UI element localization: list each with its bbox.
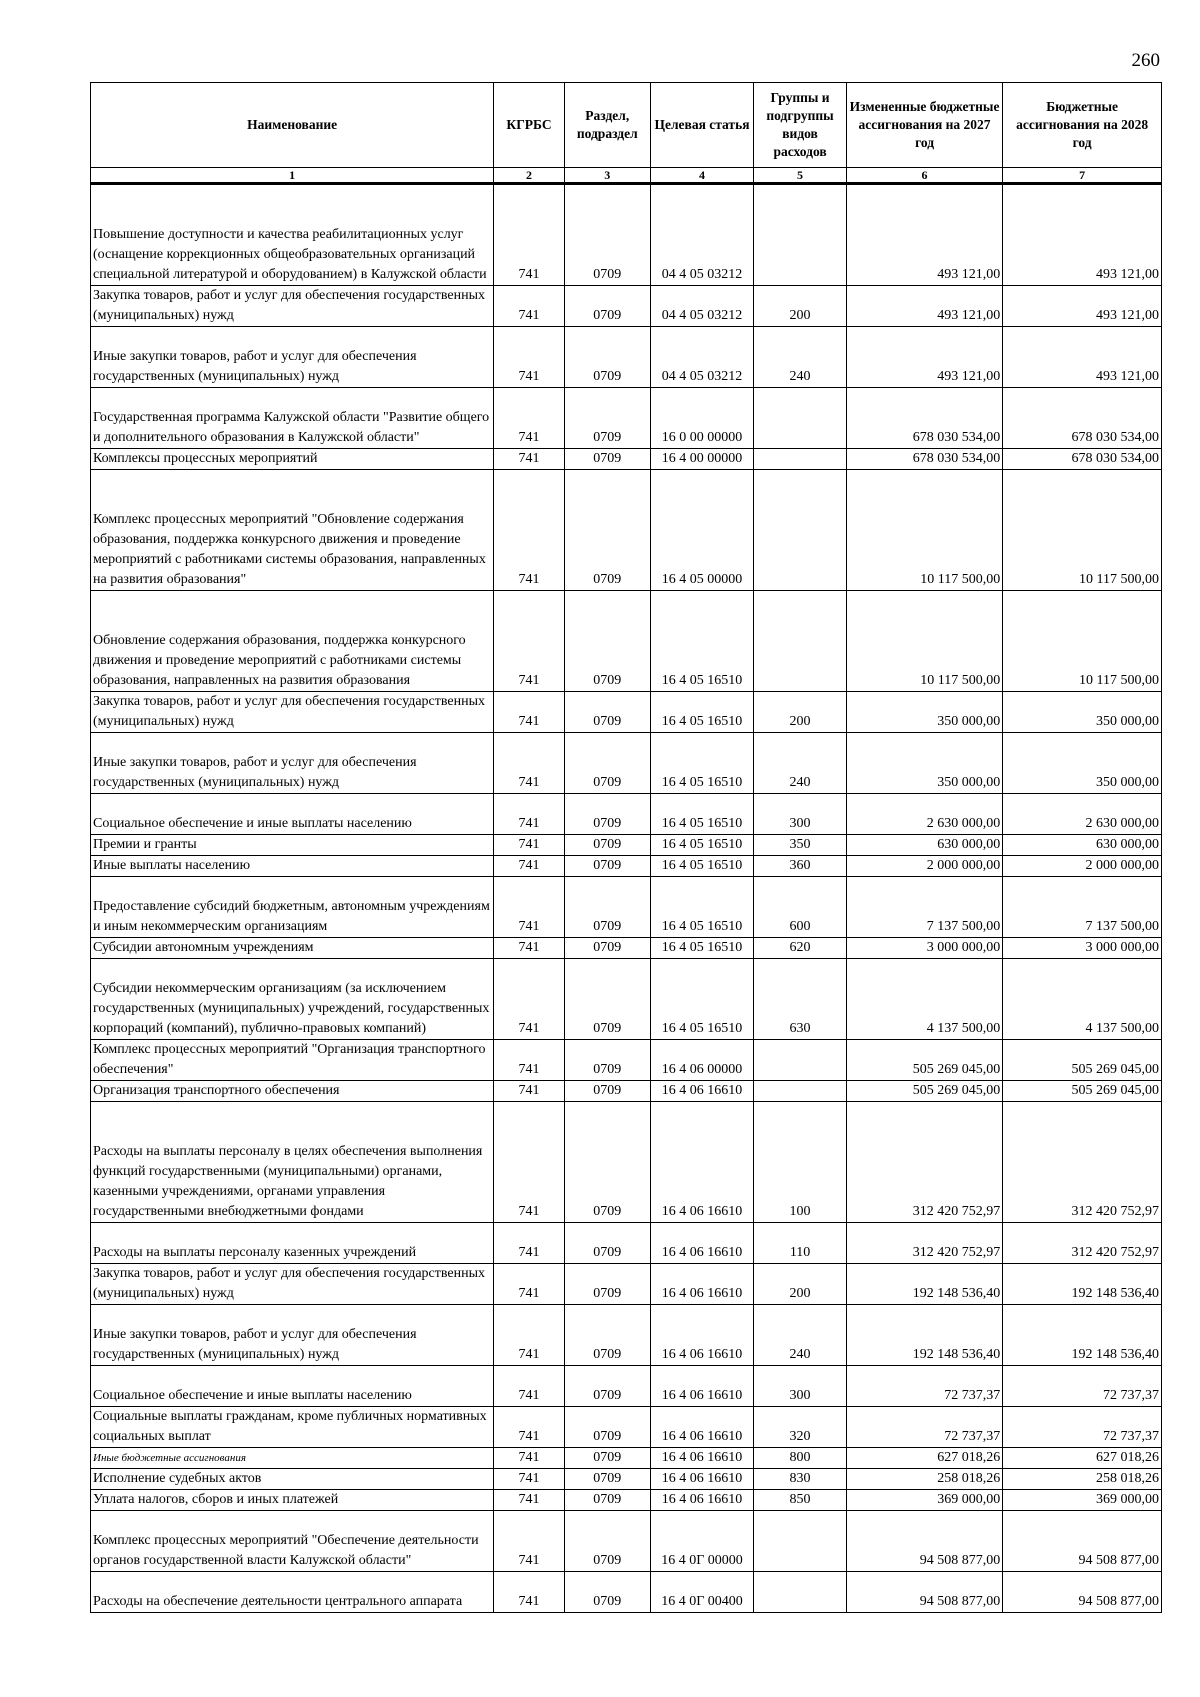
row-group-cell: [754, 1511, 847, 1572]
row-target-cell: 16 4 06 16610: [650, 1490, 754, 1511]
row-section-cell: 0709: [564, 733, 650, 794]
table-row: [91, 856, 1162, 877]
row-kgrbs-cell: 741: [494, 1448, 565, 1469]
row-section-cell: 0709: [564, 692, 650, 733]
row-amount-2027-cell: 493 121,00: [846, 184, 1002, 286]
row-kgrbs-cell: 741: [494, 1305, 565, 1366]
row-amount-2027-cell: 4 137 500,00: [846, 959, 1002, 1040]
row-name-cell: Комплекс процессных мероприятий "Организация транспортного обеспечения": [91, 1040, 494, 1081]
row-amount-2027-cell: 630 000,00: [846, 835, 1002, 856]
row-target-cell: 16 4 05 16510: [650, 938, 754, 959]
row-amount-2028-cell: 192 148 536,40: [1003, 1264, 1162, 1305]
row-amount-2027-cell: 312 420 752,97: [846, 1102, 1002, 1223]
row-target-cell: 16 4 05 16510: [650, 959, 754, 1040]
row-target-cell: 16 4 06 16610: [650, 1223, 754, 1264]
row-target-cell: 16 4 06 16610: [650, 1469, 754, 1490]
table-row: [91, 1448, 1162, 1469]
row-group-cell: 630: [754, 959, 847, 1040]
row-group-cell: 360: [754, 856, 847, 877]
header-section: Раздел, подраздел: [564, 83, 650, 168]
column-number: 3: [564, 168, 650, 184]
row-name-cell: Иные закупки товаров, работ и услуг для обеспечения государственных (муниципальных) нужд: [91, 733, 494, 794]
table-row: [91, 1223, 1162, 1264]
table-body: [91, 184, 1162, 1613]
page-number: 260: [1131, 50, 1160, 71]
row-amount-2027-cell: 10 117 500,00: [846, 591, 1002, 692]
header-budget-2028: Бюджетные ассигнования на 2028 год: [1003, 83, 1162, 168]
row-section-cell: 0709: [564, 1081, 650, 1102]
table-row: [91, 286, 1162, 327]
row-group-cell: [754, 1081, 847, 1102]
row-kgrbs-cell: 741: [494, 733, 565, 794]
row-section-cell: 0709: [564, 1469, 650, 1490]
table-row: [91, 1469, 1162, 1490]
row-name-cell: Социальные выплаты гражданам, кроме публичных нормативных социальных выплат: [91, 1407, 494, 1448]
table-row: [91, 449, 1162, 470]
row-amount-2028-cell: 312 420 752,97: [1003, 1223, 1162, 1264]
row-name-cell: Комплекс процессных мероприятий "Обеспечение деятельности органов государственной власти Калужской области": [91, 1511, 494, 1572]
row-group-cell: 320: [754, 1407, 847, 1448]
row-kgrbs-cell: 741: [494, 1264, 565, 1305]
row-amount-2028-cell: 505 269 045,00: [1003, 1040, 1162, 1081]
row-name-cell: Закупка товаров, работ и услуг для обеспечения государственных (муниципальных) нужд: [91, 1264, 494, 1305]
row-amount-2027-cell: 94 508 877,00: [846, 1572, 1002, 1613]
row-section-cell: 0709: [564, 388, 650, 449]
row-kgrbs-cell: 741: [494, 1102, 565, 1223]
row-target-cell: 16 0 00 00000: [650, 388, 754, 449]
row-group-cell: 200: [754, 286, 847, 327]
row-name-cell: Расходы на выплаты персоналу в целях обеспечения выполнения функций государственными (муниципальными) органами, казенными учреждениями, органами управления государственными внебюджетными фондами: [91, 1102, 494, 1223]
row-target-cell: 16 4 0Г 00000: [650, 1511, 754, 1572]
row-group-cell: [754, 449, 847, 470]
row-section-cell: 0709: [564, 1448, 650, 1469]
row-group-cell: 200: [754, 692, 847, 733]
header-kgrbs: КГРБС: [494, 83, 565, 168]
row-amount-2027-cell: 192 148 536,40: [846, 1305, 1002, 1366]
row-target-cell: 04 4 05 03212: [650, 184, 754, 286]
table-row: [91, 794, 1162, 835]
row-section-cell: 0709: [564, 938, 650, 959]
row-name-cell: Иные закупки товаров, работ и услуг для обеспечения государственных (муниципальных) нужд: [91, 1305, 494, 1366]
row-section-cell: 0709: [564, 1040, 650, 1081]
row-amount-2028-cell: 3 000 000,00: [1003, 938, 1162, 959]
row-target-cell: 16 4 06 16610: [650, 1448, 754, 1469]
table-header-row: [91, 83, 1162, 168]
row-amount-2028-cell: 350 000,00: [1003, 692, 1162, 733]
row-name-cell: Иные бюджетные ассигнования: [91, 1448, 494, 1469]
row-target-cell: 16 4 06 16610: [650, 1264, 754, 1305]
row-kgrbs-cell: 741: [494, 1366, 565, 1407]
budget-table: [90, 82, 1162, 1613]
row-section-cell: 0709: [564, 1366, 650, 1407]
row-group-cell: 240: [754, 1305, 847, 1366]
row-kgrbs-cell: 741: [494, 1490, 565, 1511]
row-target-cell: 16 4 06 16610: [650, 1102, 754, 1223]
row-amount-2028-cell: 493 121,00: [1003, 327, 1162, 388]
row-target-cell: 16 4 06 16610: [650, 1081, 754, 1102]
column-number: 4: [650, 168, 754, 184]
row-amount-2028-cell: 493 121,00: [1003, 286, 1162, 327]
row-amount-2028-cell: 678 030 534,00: [1003, 388, 1162, 449]
header-groups: Группы и подгруппы видов расходов: [754, 83, 847, 168]
row-amount-2028-cell: 10 117 500,00: [1003, 591, 1162, 692]
row-amount-2028-cell: 7 137 500,00: [1003, 877, 1162, 938]
row-group-cell: 240: [754, 733, 847, 794]
table-row: [91, 733, 1162, 794]
row-kgrbs-cell: 741: [494, 938, 565, 959]
row-target-cell: 16 4 06 16610: [650, 1407, 754, 1448]
row-amount-2028-cell: 350 000,00: [1003, 733, 1162, 794]
row-amount-2027-cell: 627 018,26: [846, 1448, 1002, 1469]
table-row: [91, 1572, 1162, 1613]
row-name-cell: Расходы на обеспечение деятельности центрального аппарата: [91, 1572, 494, 1613]
row-amount-2028-cell: 4 137 500,00: [1003, 959, 1162, 1040]
row-amount-2028-cell: 258 018,26: [1003, 1469, 1162, 1490]
row-amount-2028-cell: 72 737,37: [1003, 1407, 1162, 1448]
row-name-cell: Государственная программа Калужской области "Развитие общего и дополнительного образования в Калужской области": [91, 388, 494, 449]
header-target: Целевая статья: [650, 83, 754, 168]
row-amount-2028-cell: 678 030 534,00: [1003, 449, 1162, 470]
row-amount-2028-cell: 505 269 045,00: [1003, 1081, 1162, 1102]
row-kgrbs-cell: 741: [494, 184, 565, 286]
row-section-cell: 0709: [564, 1407, 650, 1448]
row-kgrbs-cell: 741: [494, 794, 565, 835]
row-name-cell: Премии и гранты: [91, 835, 494, 856]
row-group-cell: 620: [754, 938, 847, 959]
row-kgrbs-cell: 741: [494, 835, 565, 856]
row-kgrbs-cell: 741: [494, 1511, 565, 1572]
row-amount-2028-cell: 2 000 000,00: [1003, 856, 1162, 877]
row-section-cell: 0709: [564, 470, 650, 591]
table-row: [91, 327, 1162, 388]
row-amount-2028-cell: 94 508 877,00: [1003, 1572, 1162, 1613]
table-row: [91, 835, 1162, 856]
table-row: [91, 1081, 1162, 1102]
row-kgrbs-cell: 741: [494, 286, 565, 327]
row-target-cell: 16 4 05 16510: [650, 733, 754, 794]
row-group-cell: 350: [754, 835, 847, 856]
row-name-cell: Субсидии некоммерческим организациям (за исключением государственных (муниципальных) учреждений, государственных корпораций (компаний), публично-правовых компаний): [91, 959, 494, 1040]
row-section-cell: 0709: [564, 327, 650, 388]
row-section-cell: 0709: [564, 959, 650, 1040]
table-row: [91, 1305, 1162, 1366]
row-target-cell: 16 4 0Г 00400: [650, 1572, 754, 1613]
row-kgrbs-cell: 741: [494, 877, 565, 938]
row-section-cell: 0709: [564, 1572, 650, 1613]
row-amount-2027-cell: 350 000,00: [846, 733, 1002, 794]
table-row: [91, 877, 1162, 938]
row-amount-2027-cell: 192 148 536,40: [846, 1264, 1002, 1305]
row-target-cell: 16 4 05 00000: [650, 470, 754, 591]
row-name-cell: Уплата налогов, сборов и иных платежей: [91, 1490, 494, 1511]
row-kgrbs-cell: 741: [494, 1469, 565, 1490]
row-group-cell: [754, 591, 847, 692]
row-target-cell: 16 4 05 16510: [650, 692, 754, 733]
row-amount-2027-cell: 350 000,00: [846, 692, 1002, 733]
row-name-cell: Закупка товаров, работ и услуг для обеспечения государственных (муниципальных) нужд: [91, 286, 494, 327]
row-kgrbs-cell: 741: [494, 1572, 565, 1613]
row-target-cell: 16 4 05 16510: [650, 856, 754, 877]
row-section-cell: 0709: [564, 184, 650, 286]
row-amount-2027-cell: 258 018,26: [846, 1469, 1002, 1490]
row-amount-2027-cell: 493 121,00: [846, 286, 1002, 327]
column-number: 6: [846, 168, 1002, 184]
row-group-cell: [754, 184, 847, 286]
row-kgrbs-cell: 741: [494, 1081, 565, 1102]
row-section-cell: 0709: [564, 449, 650, 470]
row-section-cell: 0709: [564, 856, 650, 877]
row-section-cell: 0709: [564, 1490, 650, 1511]
row-kgrbs-cell: 741: [494, 470, 565, 591]
row-amount-2027-cell: 505 269 045,00: [846, 1040, 1002, 1081]
row-name-cell: Социальное обеспечение и иные выплаты населению: [91, 794, 494, 835]
row-target-cell: 16 4 06 00000: [650, 1040, 754, 1081]
row-amount-2028-cell: 94 508 877,00: [1003, 1511, 1162, 1572]
row-amount-2028-cell: 192 148 536,40: [1003, 1305, 1162, 1366]
row-kgrbs-cell: 741: [494, 692, 565, 733]
row-amount-2027-cell: 10 117 500,00: [846, 470, 1002, 591]
row-amount-2027-cell: 72 737,37: [846, 1366, 1002, 1407]
row-kgrbs-cell: 741: [494, 388, 565, 449]
row-group-cell: 800: [754, 1448, 847, 1469]
row-target-cell: 16 4 00 00000: [650, 449, 754, 470]
row-name-cell: Обновление содержания образования, поддержка конкурсного движения и проведение мероприятий с работниками системы образования, направленных на развития образования: [91, 591, 494, 692]
row-name-cell: Организация транспортного обеспечения: [91, 1081, 494, 1102]
table-row: [91, 1366, 1162, 1407]
row-amount-2028-cell: 627 018,26: [1003, 1448, 1162, 1469]
row-target-cell: 16 4 05 16510: [650, 794, 754, 835]
table-row: [91, 470, 1162, 591]
row-group-cell: 100: [754, 1102, 847, 1223]
row-name-cell: Предоставление субсидий бюджетным, автономным учреждениям и иным некоммерческим организациям: [91, 877, 494, 938]
row-target-cell: 16 4 06 16610: [650, 1305, 754, 1366]
table-row: [91, 1102, 1162, 1223]
table-row: [91, 1040, 1162, 1081]
column-number: 2: [494, 168, 565, 184]
table-row: [91, 692, 1162, 733]
row-section-cell: 0709: [564, 591, 650, 692]
row-group-cell: 200: [754, 1264, 847, 1305]
row-section-cell: 0709: [564, 877, 650, 938]
row-section-cell: 0709: [564, 835, 650, 856]
row-target-cell: 04 4 05 03212: [650, 286, 754, 327]
row-target-cell: 16 4 05 16510: [650, 877, 754, 938]
row-name-cell: Закупка товаров, работ и услуг для обеспечения государственных (муниципальных) нужд: [91, 692, 494, 733]
row-kgrbs-cell: 741: [494, 591, 565, 692]
row-name-cell: Комплекс процессных мероприятий "Обновление содержания образования, поддержка конкурсного движения и проведение мероприятий с работниками системы образования, направленных на развития образования": [91, 470, 494, 591]
row-amount-2027-cell: 493 121,00: [846, 327, 1002, 388]
row-amount-2027-cell: 7 137 500,00: [846, 877, 1002, 938]
row-target-cell: 16 4 06 16610: [650, 1366, 754, 1407]
row-amount-2027-cell: 369 000,00: [846, 1490, 1002, 1511]
row-section-cell: 0709: [564, 286, 650, 327]
row-name-cell: Расходы на выплаты персоналу казенных учреждений: [91, 1223, 494, 1264]
row-group-cell: [754, 388, 847, 449]
row-kgrbs-cell: 741: [494, 959, 565, 1040]
row-name-cell: Исполнение судебных актов: [91, 1469, 494, 1490]
row-target-cell: 16 4 05 16510: [650, 835, 754, 856]
table-row: [91, 591, 1162, 692]
row-target-cell: 16 4 05 16510: [650, 591, 754, 692]
row-name-cell: Комплексы процессных мероприятий: [91, 449, 494, 470]
row-amount-2028-cell: 493 121,00: [1003, 184, 1162, 286]
row-section-cell: 0709: [564, 1264, 650, 1305]
row-group-cell: [754, 1040, 847, 1081]
row-group-cell: 300: [754, 794, 847, 835]
row-name-cell: Иные закупки товаров, работ и услуг для обеспечения государственных (муниципальных) нужд: [91, 327, 494, 388]
column-number: 7: [1003, 168, 1162, 184]
row-amount-2027-cell: 72 737,37: [846, 1407, 1002, 1448]
table-row: [91, 959, 1162, 1040]
header-name: Наименование: [91, 83, 494, 168]
row-group-cell: 850: [754, 1490, 847, 1511]
row-group-cell: 300: [754, 1366, 847, 1407]
row-group-cell: 830: [754, 1469, 847, 1490]
row-group-cell: 240: [754, 327, 847, 388]
row-amount-2028-cell: 312 420 752,97: [1003, 1102, 1162, 1223]
row-group-cell: 600: [754, 877, 847, 938]
row-target-cell: 04 4 05 03212: [650, 327, 754, 388]
row-amount-2027-cell: 678 030 534,00: [846, 388, 1002, 449]
row-section-cell: 0709: [564, 1305, 650, 1366]
row-amount-2028-cell: 369 000,00: [1003, 1490, 1162, 1511]
row-kgrbs-cell: 741: [494, 327, 565, 388]
row-group-cell: [754, 1572, 847, 1613]
row-amount-2028-cell: 2 630 000,00: [1003, 794, 1162, 835]
row-section-cell: 0709: [564, 794, 650, 835]
column-number: 5: [754, 168, 847, 184]
row-amount-2027-cell: 3 000 000,00: [846, 938, 1002, 959]
table-row: [91, 938, 1162, 959]
row-section-cell: 0709: [564, 1511, 650, 1572]
column-number: 1: [91, 168, 494, 184]
row-kgrbs-cell: 741: [494, 1407, 565, 1448]
row-section-cell: 0709: [564, 1223, 650, 1264]
row-kgrbs-cell: 741: [494, 856, 565, 877]
table-row: [91, 1490, 1162, 1511]
table-row: [91, 1407, 1162, 1448]
row-amount-2027-cell: 678 030 534,00: [846, 449, 1002, 470]
header-amended-2027: Измененные бюджетные ассигнования на 2027 год: [846, 83, 1002, 168]
table-row: [91, 184, 1162, 286]
row-kgrbs-cell: 741: [494, 449, 565, 470]
row-name-cell: Иные выплаты населению: [91, 856, 494, 877]
row-amount-2027-cell: 505 269 045,00: [846, 1081, 1002, 1102]
row-amount-2028-cell: 72 737,37: [1003, 1366, 1162, 1407]
table-row: [91, 388, 1162, 449]
table-column-numbers-row: [91, 168, 1162, 184]
row-group-cell: 110: [754, 1223, 847, 1264]
row-section-cell: 0709: [564, 1102, 650, 1223]
table-row: [91, 1264, 1162, 1305]
row-group-cell: [754, 470, 847, 591]
row-amount-2027-cell: 2 000 000,00: [846, 856, 1002, 877]
row-amount-2027-cell: 94 508 877,00: [846, 1511, 1002, 1572]
row-kgrbs-cell: 741: [494, 1223, 565, 1264]
row-amount-2027-cell: 312 420 752,97: [846, 1223, 1002, 1264]
table-row: [91, 1511, 1162, 1572]
row-amount-2028-cell: 630 000,00: [1003, 835, 1162, 856]
row-name-cell: Субсидии автономным учреждениям: [91, 938, 494, 959]
row-amount-2027-cell: 2 630 000,00: [846, 794, 1002, 835]
row-amount-2028-cell: 10 117 500,00: [1003, 470, 1162, 591]
row-name-cell: Повышение доступности и качества реабилитационных услуг (оснащение коррекционных общеобразовательных организаций специальной литературой и оборудованием) в Калужской области: [91, 184, 494, 286]
row-name-cell: Социальное обеспечение и иные выплаты населению: [91, 1366, 494, 1407]
row-kgrbs-cell: 741: [494, 1040, 565, 1081]
